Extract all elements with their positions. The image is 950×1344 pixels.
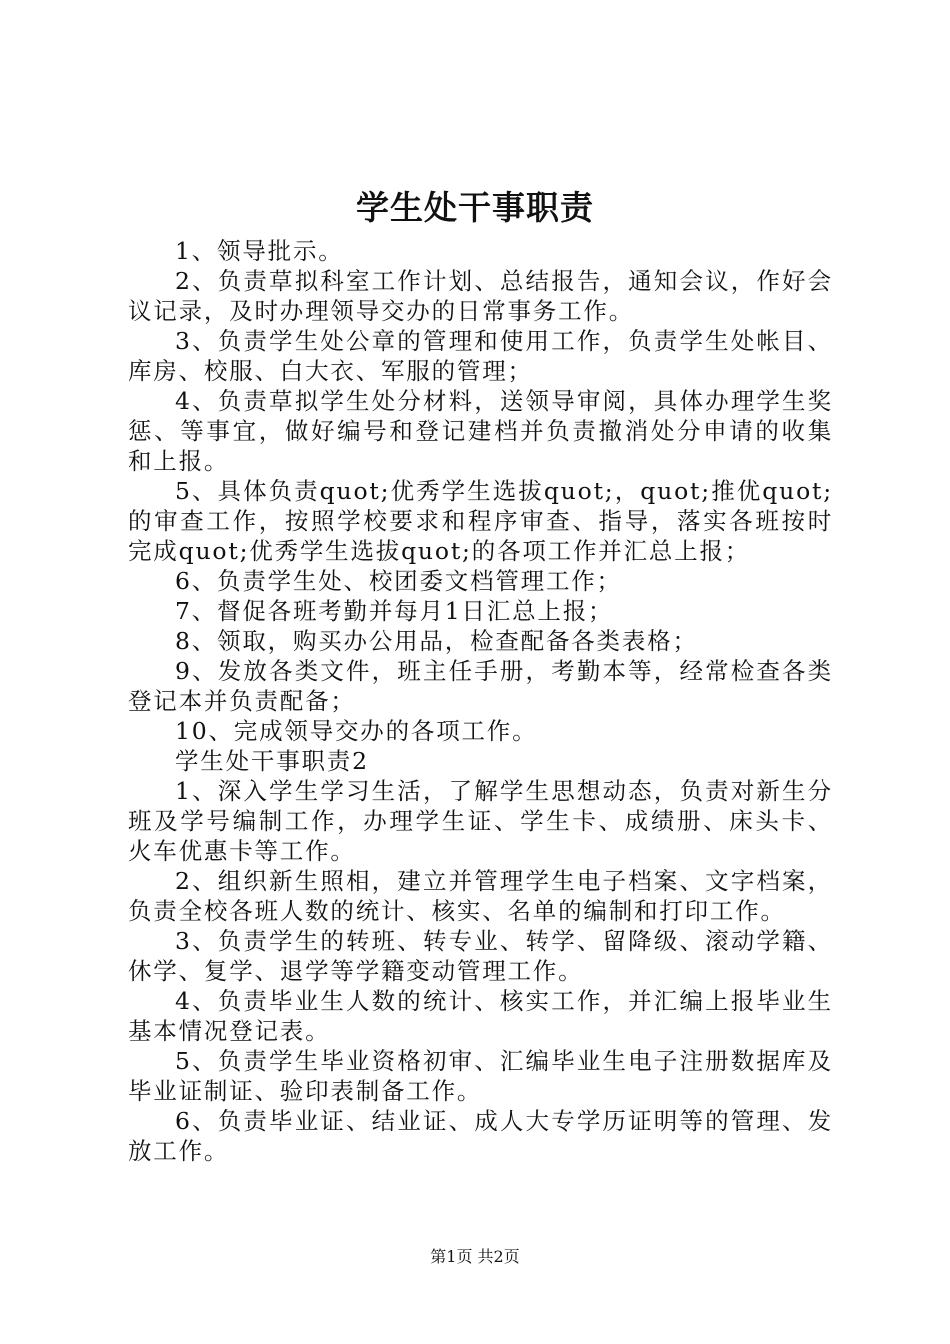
paragraph-6: 6、负责学生处、校团委文档管理工作；: [175, 567, 622, 595]
paragraph-14: 4、负责毕业生人数的统计、核实工作，并汇编上报毕业生基本情况登记表。: [128, 987, 833, 1045]
paragraph-7: 7、督促各班考勤并每月1日汇总上报；: [175, 597, 614, 625]
paragraph-16: 6、负责毕业证、结业证、成人大专学历证明等的管理、发放工作。: [128, 1107, 833, 1165]
paragraph-4: 4、负责草拟学生处分材料，送领导审阅，具体办理学生奖惩、等事宜，做好编号和登记建档并负责撤消处分申请的收集和上报。: [128, 387, 833, 475]
paragraph-15: 5、负责学生毕业资格初审、汇编毕业生电子注册数据库及毕业证制证、验印表制备工作。: [128, 1047, 833, 1105]
paragraph-3: 3、负责学生处公章的管理和使用工作，负责学生处帐目、库房、校服、白大衣、军服的管理；: [128, 327, 833, 385]
paragraph-11: 1、深入学生学习生活，了解学生思想动态，负责对新生分班及学号编制工作，办理学生证、学生卡、成绩册、床头卡、火车优惠卡等工作。: [128, 777, 833, 865]
page-footer: 第1页 共2页: [430, 1247, 520, 1266]
paragraph-12: 2、组织新生照相，建立并管理学生电子档案、文字档案，负责全校各班人数的统计、核实、名单的编制和打印工作。: [128, 867, 833, 925]
paragraph-9: 9、发放各类文件，班主任手册，考勤本等，经常检查各类登记本并负责配备；: [128, 657, 833, 715]
document-body: [128, 236, 833, 1166]
paragraph-10: 10、完成领导交办的各项工作。: [175, 717, 538, 745]
paragraph-8: 8、领取，购买办公用品，检查配备各类表格；: [175, 627, 698, 655]
paragraph-13: 3、负责学生的转班、转专业、转学、留降级、滚动学籍、休学、复学、退学等学籍变动管理工作。: [128, 927, 833, 985]
paragraph-2: 2、负责草拟科室工作计划、总结报告，通知会议，作好会议记录，及时办理领导交办的日常事务工作。: [128, 267, 833, 325]
paragraph-1: 1、领导批示。: [175, 237, 344, 265]
section-heading-2: 学生处干事职责2: [175, 747, 369, 775]
paragraph-5: 5、具体负责quot;优秀学生选拔quot;，quot;推优quot;的审查工作，按照学校要求和程序审查、指导，落实各班按时完成quot;优秀学生选拔quot;的各项工作并汇总上报；: [128, 477, 833, 565]
document-title: 学生处干事职责: [356, 188, 594, 227]
